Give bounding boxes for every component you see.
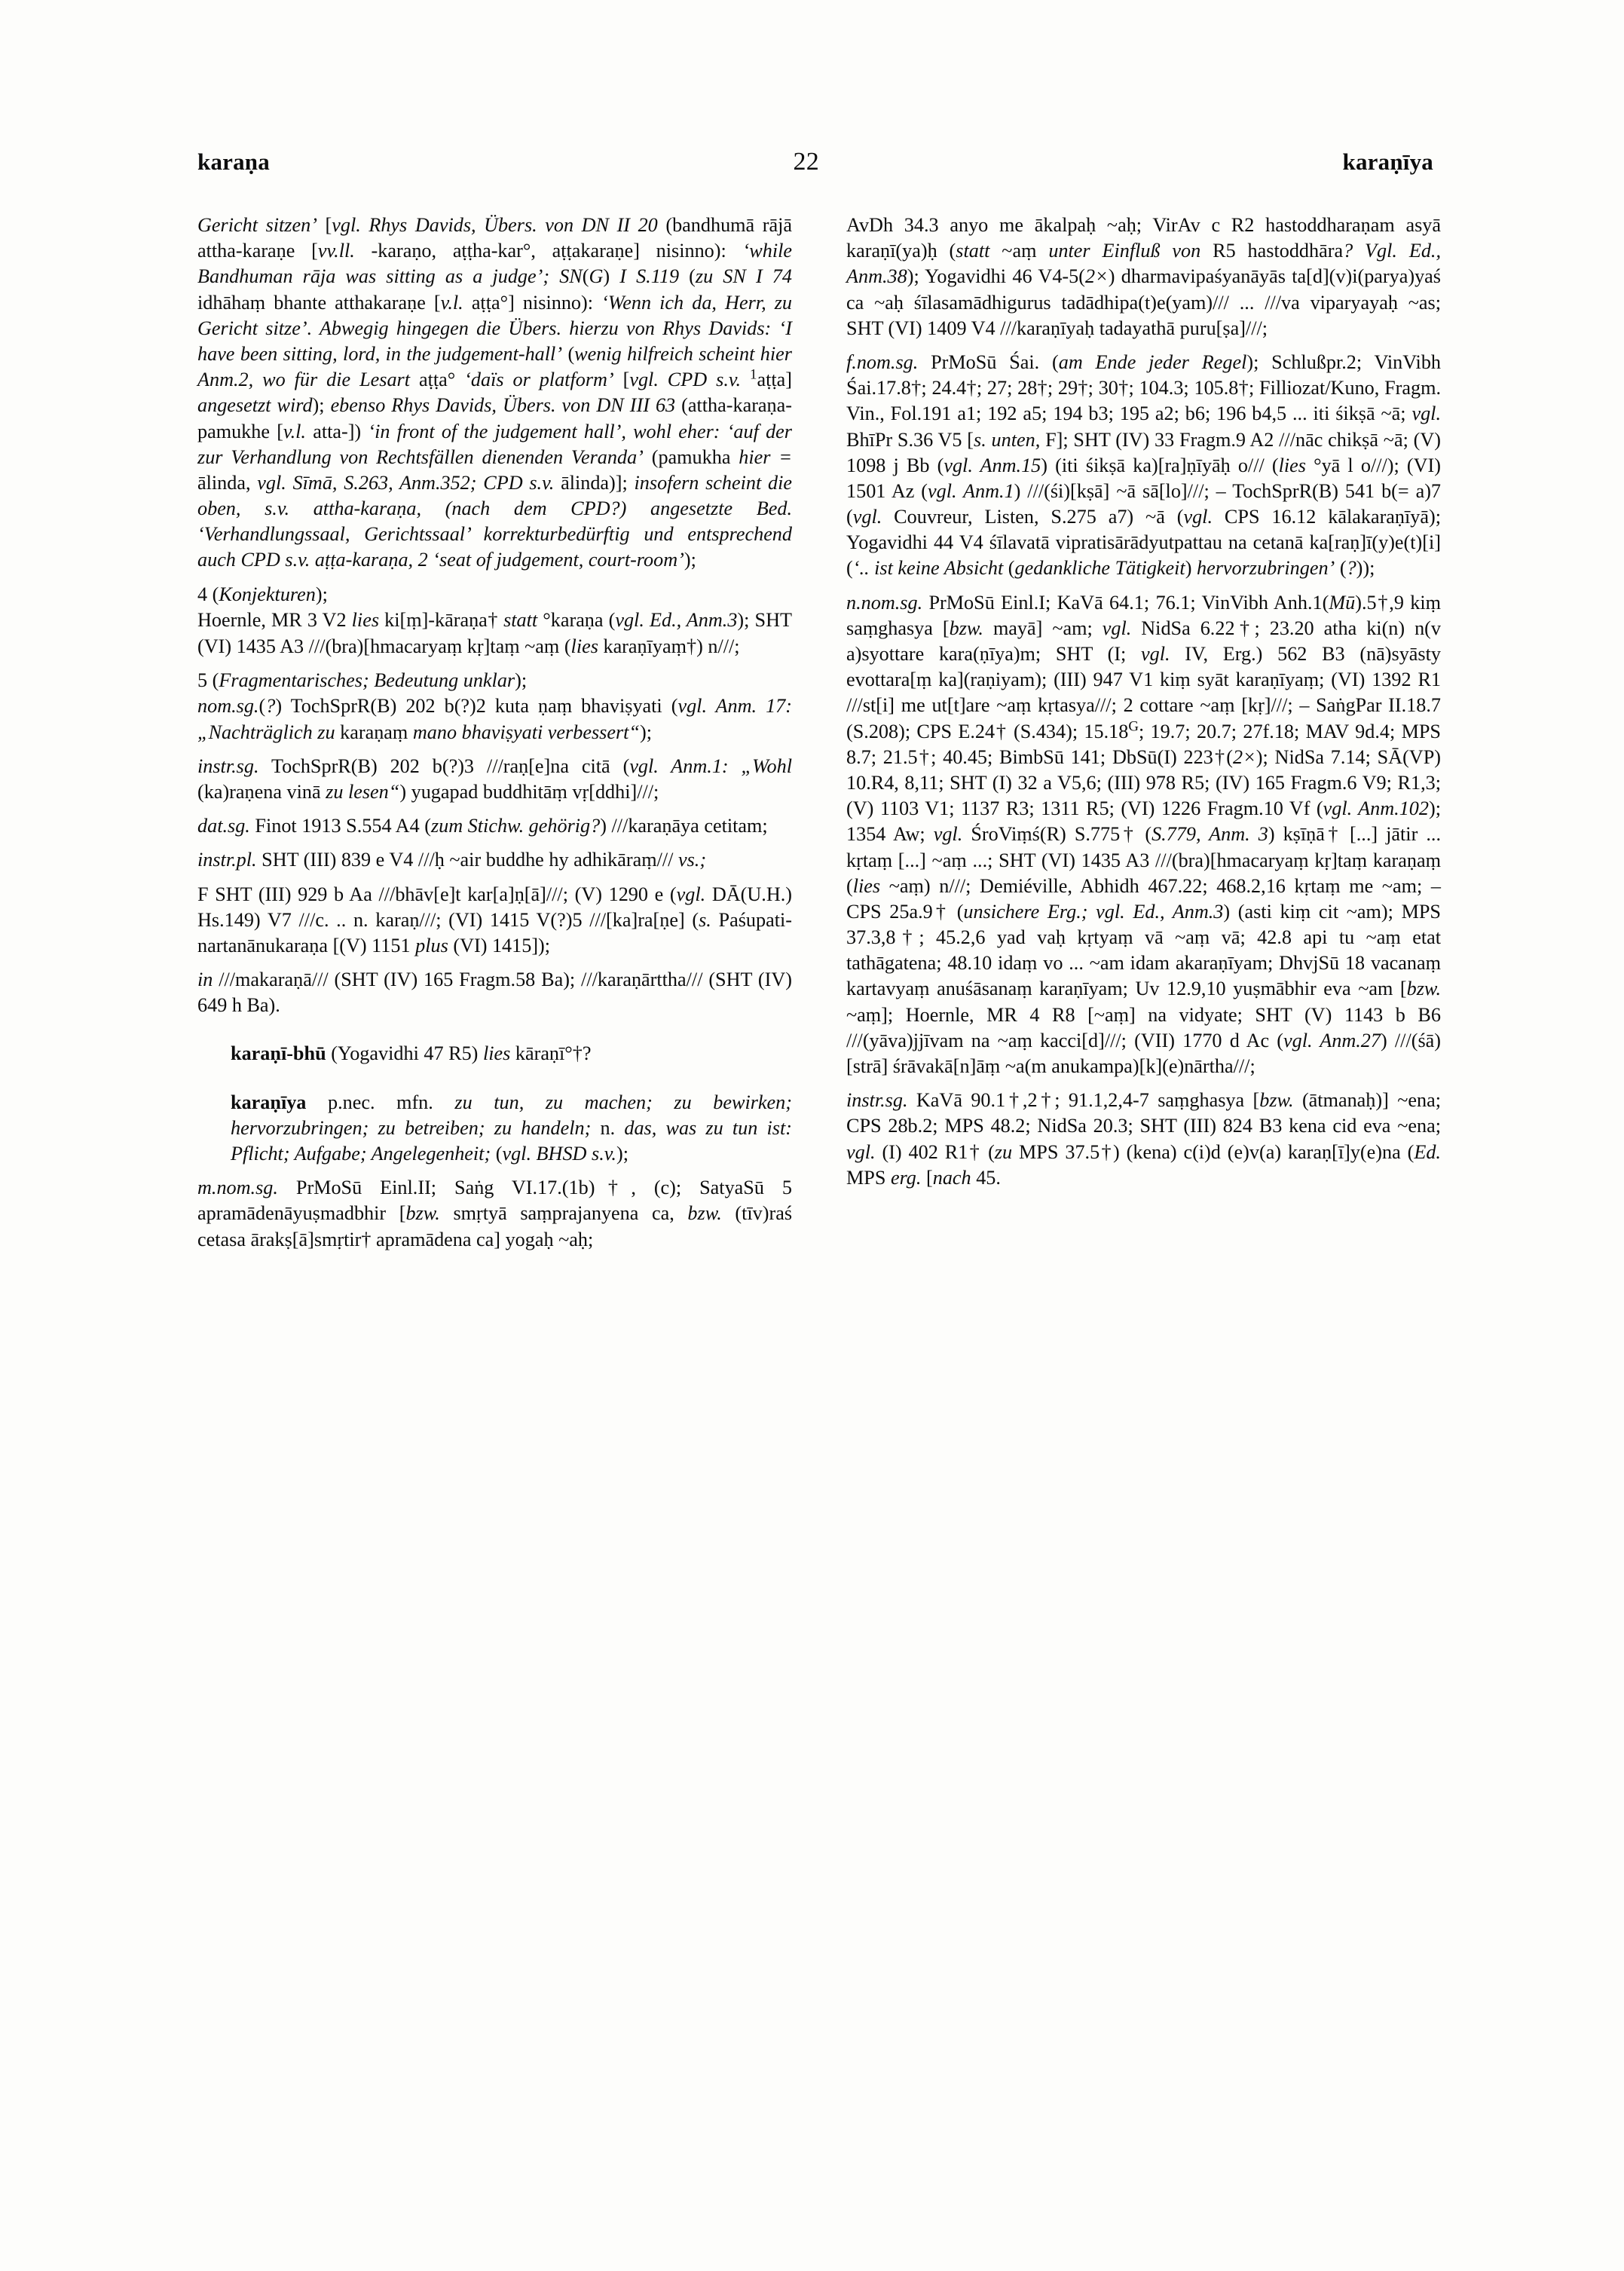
right-column [846,213,1441,2142]
page-number: 22 [793,148,819,176]
paragraph: Gericht sitzen’ [vgl. Rhys Davids, Übers. von DN II 20 (bandhumā rājā attha-karaṇe [vv.ll. -karaṇo, aṭṭha-kar°, aṭṭakaraṇe] nisinno): ‘while Bandhuman rāja was sitting as a judge’; SN(G) I S.119 (zu SN I 74 idhāhaṃ bhante atthakaraṇe [v.l. aṭṭa°] nisinno): ‘Wenn ich da, Herr, zu Gericht sitze’. Abwegig hingegen die Übers. hierzu von Rhys Davids: ‘I have been sitting, lord, in the judgement-hall’ (wenig hilfreich scheint hier Anm.2, wo für die Lesart aṭṭa° ‘daïs or platform’ [vgl. CPD s.v. $^1$aṭṭa] angesetzt wird); ebenso Rhys Davids, Übers. von DN III 63 (attha-karaṇa-pamukhe [v.l. atta-]) ‘in front of the judgement hall’, wohl eher: ‘auf der zur Verhandlung von Rechtsfällen dienenden Veranda’ (pamukha hier = ālinda, vgl. Sīmā, S.263, Anm.352; CPD s.v. ālinda)]; insofern scheint die oben, s.v. attha-karaṇa, (nach dem CPD?) angesetzte Bed. ‘Verhandlungssaal, Gerichtssaal’ korrekturbedürftig und entsprechend auch CPD s.v. aṭṭa-karaṇa, 2 ‘seat of judgement, court-room’); [197,214,793,571]
entry-karani-bhu: karaṇī-bhū (Yogavidhi 47 R5) lies kāraṇī°†? [231,1042,592,1065]
running-head-right: karaṇīya [1342,148,1433,175]
text-columns [197,213,1441,2142]
paragraph: instr.sg. TochSprR(B) 202 b(?)3 ///raṇ[e]na citā (vgl. Anm.1: „Wohl (ka)raṇena vinā zu lesen“) yugapad buddhitāṃ vṛ[ddhi]///; [197,754,792,803]
paragraph: dat.sg. Finot 1913 S.554 A4 (zum Stichw. gehörig?) ///karaṇāya cetitam; [197,815,768,837]
paragraph: in ///makaraṇā/// (SHT (IV) 165 Fragm.58 Ba); ///karaṇārttha/// (SHT (IV) 649 h Ba). [197,969,792,1017]
paragraph: f.nom.sg. PrMoSū Śai. (am Ende jeder Regel); Schlußpr.2; VinVibh Śai.17.8†; 24.4†; 27; 28†; 29†; 30†; 104.3; 105.8†; Filliozat/Kuno, Fragm. Vin., Fol.191 a1; 192 a5; 194 b3; 195 a2; b6; 196 b4,5 ... iti śikṣā ~ā; vgl. BhīPr S.36 V5 [s. unten, F]; SHT (IV) 33 Fragm.9 A2 ///nāc chikṣā ~ā; (V) 1098 j Bb (vgl. Anm.15) (iti śikṣā ka)[ra]ṇīyāḥ o/// (lies °yā l o///); (VI) 1501 Az (vgl. Anm.1) ///(śi)[kṣā] ~ā sā[lo]///; – TochSprR(B) 541 b(= a)7 (vgl. Couvreur, Listen, S.275 a7) ~ā (vgl. CPS 16.12 kālakaraṇīyā); Yogavidhi 44 V4 śīlavatā vipratisārādyutpattau na cetanā ka[raṇ]ī(y)e(t)[i] (‘.. ist keine Absicht (gedankliche Tätigkeit) hervorzubringen’ (?)); [846,350,1442,580]
paragraph: instr.pl. SHT (III) 839 e V4 ///ḥ ~air buddhe hy adhikāraṃ/// vs.; [197,849,707,871]
paragraph: 5 (Fragmentarisches; Bedeutung unklar); [197,669,528,691]
entry-karaniya-body: m.nom.sg. PrMoSū Einl.II; Saṅg VI.17.(1b)†, (c); SatyaSū 5 apramādenāyuṣmadbhir [bzw. smṛtyā saṃprajanyena ca, bzw. (tīv)raś cetasa ārakṣ[ā]smṛtir† apramādena ca] yogaḥ ~aḥ; [197,1177,793,1250]
paragraph: AvDh 34.3 anyo me ākalpaḥ ~aḥ; VirAv c R2 hastoddharaṇam asyā karaṇī(ya)ḥ (statt ~aṃ unter Einfluß von R5 hastoddhāra? Vgl. Ed., Anm.38); Yogavidhi 46 V4-5(2×) dharmavipaśyanāyās ta[d](v)i(parya)yaś ca ~aḥ śīlasamādhigurus tadādhipa(t)e(yam)/// ... ///va viparyayaḥ ~as; SHT (VI) 1409 V4 ///karaṇīyaḥ tadayathā puru[ṣa]///; [846,214,1442,339]
paragraph: n.nom.sg. PrMoSū Einl.I; KaVā 64.1; 76.1; VinVibh Anh.1(Mū).5†,9 kiṃ saṃghasya [bzw. mayā] ~am; vgl. NidSa 6.22†; 23.20 atha ki(n) n(v a)syottare kara(ṇīya)m; SHT (I; vgl. IV, Erg.) 562 B3 (nā)syāsty evottara[ṃ ka](raṇiyam); (III) 947 V1 kiṃ syāt karaṇīyaṃ; (VI) 1392 R1 ///st[i] me ut[t]are ~aṃ kṛtasya///; 2 cottare ~aṃ [kṛ]///; – SaṅgPar II.18.7 (S.208); CPS E.24† (S.434); $15.18^G$; 19.7; 20.7; 27f.18; MAV 9d.4; MPS 8.7; 21.5†; 40.45; BimbSū 141; DbSū(I) 223†(2×); NidSa 7.14; SĀ(VP) 10.R4, 8,11; SHT (I) 32 a V5,6; (III) 978 R5; (IV) 165 Fragm.6 V9; R1,3; (V) 1103 V1; 1137 R3; 1311 R5; (VI) 1226 Fragm.10 Vf (vgl. Anm.102); 1354 Aw; vgl. ŚroViṃś(R) S.775† (S.779, Anm. 3) kṣīṇā† [...] jātir ... kṛtaṃ [...] ~aṃ ...; SHT (VI) 1435 A3 ///(bra)[hmacaryaṃ kṛ]taṃ karaṇaṃ (lies ~aṃ) n///; Demiéville, Abhidh 467.22; 468.2,16 kṛtaṃ me ~am; – CPS 25a.9† (unsichere Erg.; vgl. Ed., Anm.3) (asti kiṃ cit ~am); MPS 37.3,8†; 45.2,6 yad vaḥ kṛtyaṃ vā ~aṃ vā; 42.8 api tu ~aṃ etat tathāgatena; 48.10 idaṃ vo ... ~am idam akaraṇīyam; DhvjSū 18 vacanaṃ kartavyaṃ anuśāsanaṃ karaṇīyam; Uv 12.9,10 yuṣmābhir eva ~am [bzw. ~aṃ]; Hoernle, MR 4 R8 [~aṃ] na vidyate; SHT (V) 1143 b B6 ///(yāva)jjīvam na ~aṃ kacci[d]///; (VII) 1770 d Ac (vgl. Anm.27) ///(śā)[strā] śrāvakā[n]āṃ ~a(m anukampa)[k](e)nārtha///; [846,591,1441,1077]
paragraph: 4 (Konjekturen); [197,583,328,605]
paragraph: Hoernle, MR 3 V2 lies ki[ṃ]-kāraṇa† statt °karaṇa (vgl. Ed., Anm.3); SHT (VI) 1435 A3 ///(bra)[hmacaryaṃ kṛ]taṃ ~aṃ (lies karaṇīyaṃ†) n///; [197,609,792,657]
left-column [197,213,792,2142]
paragraph: instr.sg. KaVā 90.1†,2†; 91.1,2,4-7 saṃghasya [bzw. (ātmanaḥ)] ~ena; CPS 28b.2; MPS 48.2; NidSa 20.3; SHT (III) 824 B3 kena cid eva ~ena; vgl. (I) 402 R1† (zu MPS 37.5†) (kena) c(i)d (e)v(a) karaṇ[ī]y(e)na (Ed. MPS erg. [nach 45. [846,1089,1441,1189]
paragraph: F SHT (III) 929 b Aa ///bhāv[e]t kar[a]ṇ[ā]///; (V) 1290 e (vgl. DĀ(U.H.) Hs.149) V7 ///c. .. n. karaṇ///; (VI) 1415 V(?)5 ///[ka]ra[ṇe] (s. Paśupati-nartanānukaraṇa [(V) 1151 plus (VI) 1415]); [197,883,792,956]
running-head-left: karaṇa [197,148,270,175]
entry-karaniya-head: karaṇīya p.nec. mfn. zu tun, zu machen; zu bewirken; hervorzubringen; zu betreiben; zu handeln; n. das, was zu tun ist: Pflicht; Aufgabe; Angelegenheit; (vgl. BHSD s.v.); [231,1091,792,1165]
paragraph: nom.sg.(?) TochSprR(B) 202 b(?)2 kuta ṇaṃ bhaviṣyati (vgl. Anm. 17: „Nachträglich zu karaṇaṃ mano bhaviṣyati verbessert“); [197,695,793,743]
running-head [197,148,1433,176]
